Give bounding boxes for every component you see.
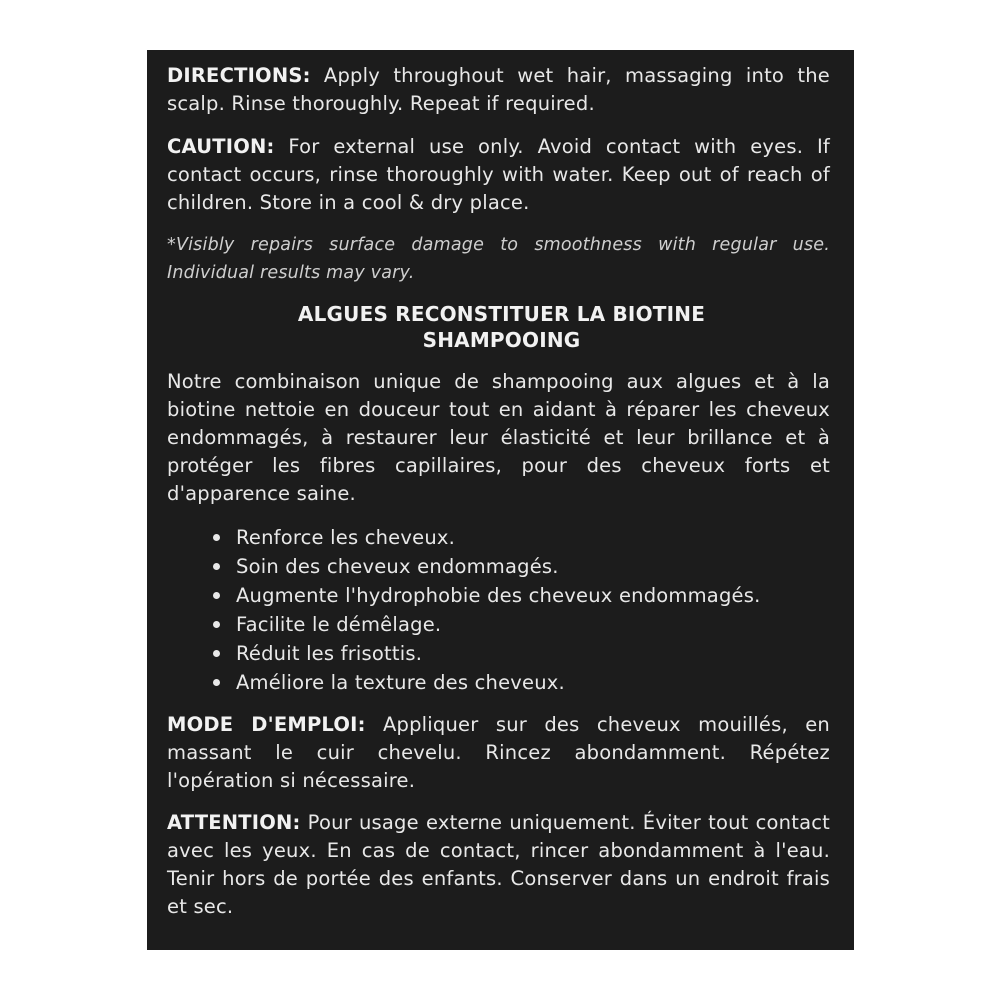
benefits-list (167, 523, 830, 697)
caution-label: CAUTION: (167, 135, 275, 158)
product-label-panel (147, 50, 854, 950)
caution-paragraph (167, 133, 830, 217)
caution-text: For external use only. Avoid contact with eyes. If contact occurs, rinse thoroughly with water. Keep out of reach of children. Store in a cool & dry place. (167, 135, 830, 214)
attention-label: ATTENTION: (167, 811, 301, 834)
directions-text: Apply throughout wet hair, massaging into the scalp. Rinse thoroughly. Repeat if required. (167, 64, 830, 115)
mode-emploi-text: Appliquer sur des cheveux mouillés, en massant le cuir chevelu. Rincez abondamment. Répétez l'opération si nécessaire. (167, 713, 830, 792)
attention-text: Pour usage externe uniquement. Éviter tout contact avec les yeux. En cas de contact, rincer abondamment à l'eau. Tenir hors de portée des enfants. Conserver dans un endroit frais et sec. (167, 811, 830, 918)
disclaimer-note: *Visibly repairs surface damage to smoothness with regular use. Individual results may vary. (167, 235, 830, 283)
bullet-icon (213, 534, 220, 541)
french-title-line-2: SHAMPOOING (422, 328, 581, 352)
bullet-icon (213, 563, 220, 570)
bullet-icon (213, 679, 220, 686)
bullet-icon (213, 592, 220, 599)
benefit-item: Améliore la texture des cheveux. (213, 668, 830, 697)
benefit-item: Facilite le démêlage. (213, 610, 830, 639)
benefit-item: Renforce les cheveux. (213, 523, 830, 552)
benefit-item: Augmente l'hydrophobie des cheveux endommagés. (213, 581, 830, 610)
directions-label: DIRECTIONS: (167, 64, 311, 87)
bullet-icon (213, 621, 220, 628)
french-description: Notre combinaison unique de shampooing aux algues et à la biotine nettoie en douceur tout en aidant à réparer les cheveux endommagés, à restaurer leur élasticité et leur brillance et à protéger les fibres capillaires, pour des cheveux forts et d'apparence saine. (167, 370, 830, 505)
benefit-item: Réduit les frisottis. (213, 639, 830, 668)
directions-paragraph (167, 62, 830, 118)
mode-emploi-label: MODE D'EMPLOI: (167, 713, 366, 736)
french-product-title (167, 301, 830, 353)
mode-emploi-paragraph (167, 711, 830, 795)
bullet-icon (213, 650, 220, 657)
french-title-line-1: ALGUES RECONSTITUER LA BIOTINE (297, 302, 706, 326)
attention-paragraph (167, 809, 830, 921)
benefit-item: Soin des cheveux endommagés. (213, 552, 830, 581)
